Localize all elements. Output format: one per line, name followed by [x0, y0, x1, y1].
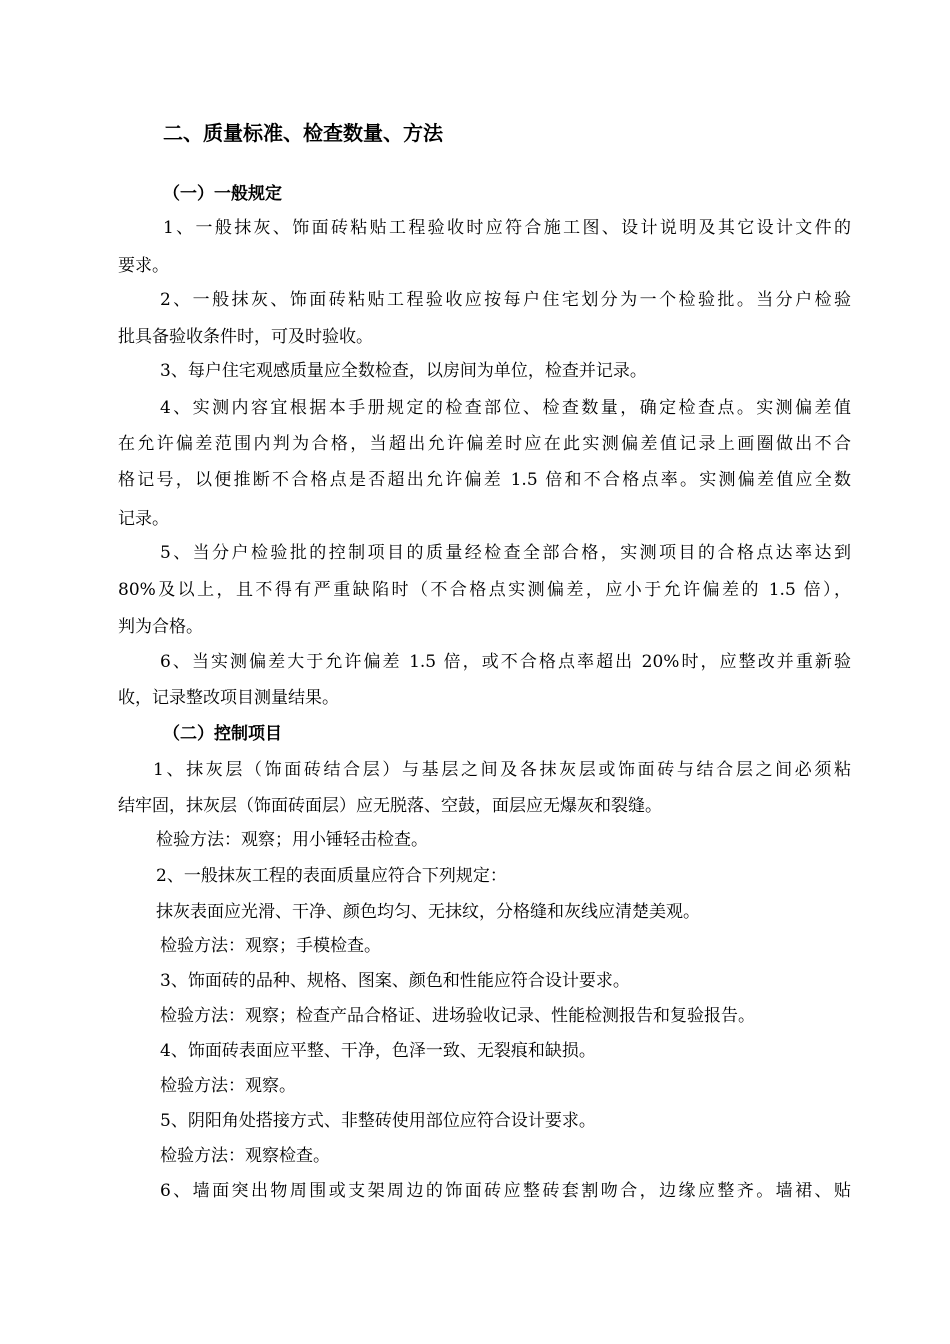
general-rule-3: 3、每户住宅观感质量应全数检查，以房间为单位，检查并记录。 — [160, 361, 647, 381]
control-item-2-method: 检验方法：观察；手模检查。 — [160, 936, 381, 956]
general-rule-5-line2: 80%及以上，且不得有严重缺陷时（不合格点实测偏差，应小于允许偏差的 1.5 倍）， — [118, 580, 851, 600]
control-item-3: 3、饰面砖的品种、规格、图案、颜色和性能应符合设计要求。 — [160, 971, 630, 991]
control-item-2-detail: 抹灰表面应光滑、干净、颜色均匀、无抹纹，分格缝和灰线应清楚美观。 — [156, 902, 700, 922]
control-item-5: 5、阴阳角处搭接方式、非整砖使用部位应符合设计要求。 — [160, 1111, 596, 1131]
general-rule-4-line1: 4、实测内容宜根据本手册规定的检查部位、检查数量，确定检查点。实测偏差值 — [160, 398, 851, 418]
control-item-3-method: 检验方法：观察；检查产品合格证、进场验收记录、性能检测报告和复验报告。 — [160, 1006, 755, 1026]
control-item-1-method: 检验方法：观察；用小锤轻击检查。 — [156, 830, 428, 850]
subsection-title-control: （二）控制项目 — [163, 724, 282, 744]
general-rule-2-line1: 2、一般抹灰、饰面砖粘贴工程验收应按每户住宅划分为一个检验批。当分户检验 — [160, 290, 851, 310]
control-item-4-method: 检验方法：观察。 — [160, 1076, 296, 1096]
control-item-2: 2、一般抹灰工程的表面质量应符合下列规定： — [156, 866, 507, 886]
control-item-1-line2: 结牢固，抹灰层（饰面砖面层）应无脱落、空鼓，面层应无爆灰和裂缝。 — [118, 796, 662, 816]
general-rule-5-line1: 5、当分户检验批的控制项目的质量经检查全部合格，实测项目的合格点达率达到 — [160, 543, 851, 563]
control-item-4: 4、饰面砖表面应平整、干净，色泽一致、无裂痕和缺损。 — [160, 1041, 596, 1061]
general-rule-4-line3: 格记号，以便推断不合格点是否超出允许偏差 1.5 倍和不合格点率。实测偏差值应全数 — [118, 470, 851, 490]
subsection-title-general: （一）一般规定 — [163, 184, 282, 204]
general-rule-6-line1: 6、当实测偏差大于允许偏差 1.5 倍，或不合格点率超出 20%时，应整改并重新验 — [160, 652, 851, 672]
section-heading: 二、质量标准、检查数量、方法 — [163, 121, 443, 145]
general-rule-5-line3: 判为合格。 — [118, 617, 203, 637]
general-rule-4-line4: 记录。 — [118, 509, 169, 529]
control-item-5-method: 检验方法：观察检查。 — [160, 1146, 330, 1166]
general-rule-1-line2: 要求。 — [118, 256, 169, 276]
control-item-1-line1: 1、抹灰层（饰面砖结合层）与基层之间及各抹灰层或饰面砖与结合层之间必须粘 — [153, 760, 851, 780]
general-rule-6-line2: 收，记录整改项目测量结果。 — [118, 688, 339, 708]
general-rule-4-line2: 在允许偏差范围内判为合格，当超出允许偏差时应在此实测偏差值记录上画圈做出不合 — [118, 434, 851, 454]
general-rule-2-line2: 批具备验收条件时，可及时验收。 — [118, 327, 373, 347]
general-rule-1-line1: 1、一般抹灰、饰面砖粘贴工程验收时应符合施工图、设计说明及其它设计文件的 — [163, 218, 851, 238]
control-item-6-line1: 6、墙面突出物周围或支架周边的饰面砖应整砖套割吻合，边缘应整齐。墙裙、贴 — [160, 1181, 851, 1201]
